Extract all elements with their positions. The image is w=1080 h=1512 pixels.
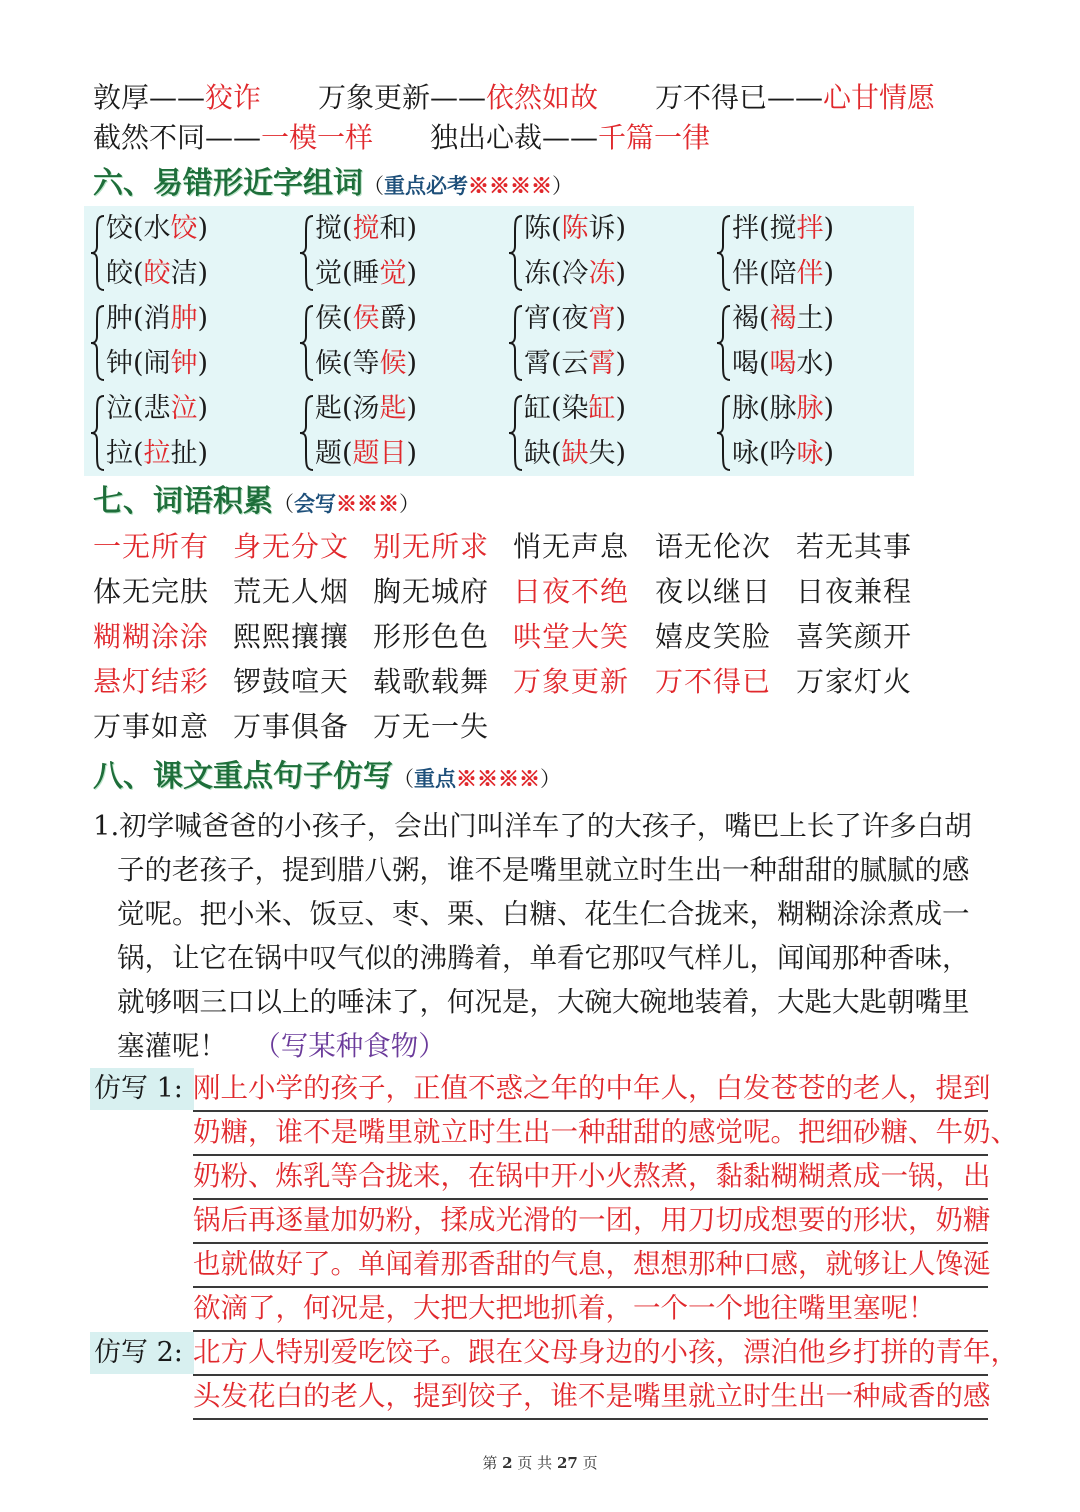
- vocab-word: 夜以继日: [655, 575, 772, 608]
- vocab-word: 日夜不绝: [513, 575, 630, 608]
- vocab-word: 一无所有: [93, 530, 210, 563]
- imitation-line: 奶糖，谁不是嘴里就立时生出一种甜甜的感觉呢。把细砂糖、牛奶、: [193, 1112, 988, 1156]
- imitation-line: 北方人特别爱吃饺子。跟在父母身边的小孩，漂泊他乡打拼的青年，: [193, 1332, 988, 1376]
- char-group: [90, 388, 290, 478]
- char-word: 冻(冷冻): [524, 258, 627, 289]
- brace-icon: [716, 214, 732, 292]
- imitation-line: 欲滴了，何况是，大把大把地抓着，一个一个地往嘴里塞呢！: [193, 1288, 988, 1332]
- page-footer: 第 2 页 共 27 页: [482, 1454, 598, 1472]
- char-group: [716, 388, 916, 478]
- antonym-pair: 万不得已——心甘情愿: [655, 81, 936, 114]
- imitation-line: 奶粉、炼乳等合拢来，在锅中开小火熬煮，黏黏糊糊煮成一锅，出: [193, 1156, 988, 1200]
- char-word: 伴(陪伴): [732, 258, 835, 289]
- antonym-pair: 万象更新——依然如故: [318, 81, 599, 114]
- vocab-word: 形形色色: [373, 620, 490, 653]
- imitation-line: 锅后再逐量加奶粉，揉成光滑的一团，用刀切成想要的形状，奶糖: [193, 1200, 988, 1244]
- char-group: [90, 298, 290, 388]
- vocab-word: 万不得已: [655, 665, 772, 698]
- vocab-word: 体无完肤: [93, 575, 210, 608]
- char-word: 题(题目): [315, 438, 418, 469]
- char-group: [716, 298, 916, 388]
- char-group: [299, 208, 499, 298]
- char-word: 拌(搅拌): [732, 213, 835, 244]
- antonym-pair: 截然不同——一模一样: [93, 121, 374, 154]
- char-word: 喝(喝水): [732, 348, 835, 379]
- vocab-word: 若无其事: [796, 530, 913, 563]
- antonym-pair: 独出心裁——千篇一律: [430, 121, 711, 154]
- char-word: 泣(悲泣): [106, 393, 209, 424]
- vocab-word: 喜笑颜开: [796, 620, 913, 653]
- vocab-word: 熙熙攘攘: [233, 620, 350, 653]
- char-word: 匙(汤匙): [315, 393, 418, 424]
- vocab-word: 万象更新: [513, 665, 630, 698]
- vocab-word: 嬉皮笑脸: [655, 620, 772, 653]
- section-6-note: 重点必考※※※※: [384, 173, 552, 198]
- char-word: 肿(消肿): [106, 303, 209, 334]
- vocab-word: 糊糊涂涂: [93, 620, 210, 653]
- char-word: 搅(搅和): [315, 213, 418, 244]
- vocab-word: 语无伦次: [655, 530, 772, 563]
- vocab-word: 悬灯结彩: [93, 665, 210, 698]
- example-text: 1.初学喊爸爸的小孩子，会出门叫洋车了的大孩子，嘴巴上长了许多白胡子的老孩子，提到腊八粥，谁不是嘴里就立时生出一种甜甜的腻腻的感觉呢。把小米、饭豆、枣、栗、白糖、花生仁合拢来，糊糊涂涂煮成一锅，让它在锅中叹气似的沸腾着，单看它那叹气样儿，闻闻那种香味，就够咽三口以上的唾沫了，何况是，大碗大碗地装着，大匙大匙朝嘴里塞灌呢！: [93, 810, 972, 1062]
- vocab-word: 别无所求: [373, 530, 490, 563]
- vocab-word: 荒无人烟: [233, 575, 350, 608]
- example-passage: [93, 804, 993, 1068]
- brace-icon: [508, 214, 524, 292]
- imitation-line: 头发花白的老人，提到饺子，谁不是嘴里就立时生出一种咸香的感: [193, 1376, 988, 1420]
- brace-icon: [716, 394, 732, 472]
- brace-icon: [90, 394, 106, 472]
- brace-icon: [716, 304, 732, 382]
- vocab-word: 锣鼓喧天: [233, 665, 350, 698]
- char-group: [299, 298, 499, 388]
- char-word: 褐(褐土): [732, 303, 835, 334]
- char-group: [508, 388, 708, 478]
- char-word: 霄(云霄): [524, 348, 627, 379]
- section-8-note: 重点※※※※: [414, 766, 540, 791]
- vocab-word: 胸无城府: [373, 575, 490, 608]
- section-6-title: 六、易错形近字组词（重点必考※※※※）: [93, 166, 573, 201]
- char-group: [299, 388, 499, 478]
- char-word: 侯(侯爵): [315, 303, 418, 334]
- imitation-2-label: 仿写 2:: [90, 1332, 194, 1374]
- char-word: 钟(闹钟): [106, 348, 209, 379]
- brace-icon: [508, 304, 524, 382]
- imitation-line: 也就做好了。单闻着那香甜的气息，想想那种口感，就够让人馋涎: [193, 1244, 988, 1288]
- antonym-row-1: [93, 78, 261, 118]
- vocab-word: 万事如意: [93, 710, 210, 743]
- char-word: 饺(水饺): [106, 213, 209, 244]
- char-word: 皎(皎洁): [106, 258, 209, 289]
- brace-icon: [299, 214, 315, 292]
- char-word: 咏(吟咏): [732, 438, 835, 469]
- char-word: 脉(脉脉): [732, 393, 835, 424]
- brace-icon: [508, 394, 524, 472]
- vocab-word: 载歌载舞: [373, 665, 490, 698]
- char-word: 觉(睡觉): [315, 258, 418, 289]
- brace-icon: [90, 304, 106, 382]
- char-group: [508, 208, 708, 298]
- char-word: 候(等候): [315, 348, 418, 379]
- vocab-word: 万事俱备: [233, 710, 350, 743]
- vocab-word: 身无分文: [233, 530, 350, 563]
- char-group: [716, 208, 916, 298]
- char-word: 缸(染缸): [524, 393, 627, 424]
- brace-icon: [299, 394, 315, 472]
- brace-icon: [90, 214, 106, 292]
- vocab-word: 万无一失: [373, 710, 490, 743]
- vocab-word: 日夜兼程: [796, 575, 913, 608]
- char-word: 宵(夜宵): [524, 303, 627, 334]
- char-word: 陈(陈诉): [524, 213, 627, 244]
- char-word: 缺(缺失): [524, 438, 627, 469]
- section-8-title: 八、课文重点句子仿写（重点※※※※）: [93, 759, 561, 794]
- char-group: [508, 298, 708, 388]
- vocab-word: 悄无声息: [513, 530, 630, 563]
- similar-chars-table: [84, 206, 914, 476]
- section-7-note: 会写※※※: [294, 491, 399, 516]
- imitation-1-label: 仿写 1:: [90, 1068, 194, 1110]
- section-7-title: 七、词语积累（会写※※※）: [93, 484, 420, 519]
- vocab-word: 万家灯火: [796, 665, 913, 698]
- char-word: 拉(拉扯): [106, 438, 209, 469]
- brace-icon: [299, 304, 315, 382]
- char-group: [90, 208, 290, 298]
- imitation-line: 刚上小学的孩子，正值不惑之年的中年人，白发苍苍的老人，提到: [193, 1068, 988, 1112]
- antonym-pair: 敦厚——狡诈: [93, 81, 262, 114]
- vocab-word: 哄堂大笑: [513, 620, 630, 653]
- example-hint: （写某种食物）: [253, 1030, 446, 1062]
